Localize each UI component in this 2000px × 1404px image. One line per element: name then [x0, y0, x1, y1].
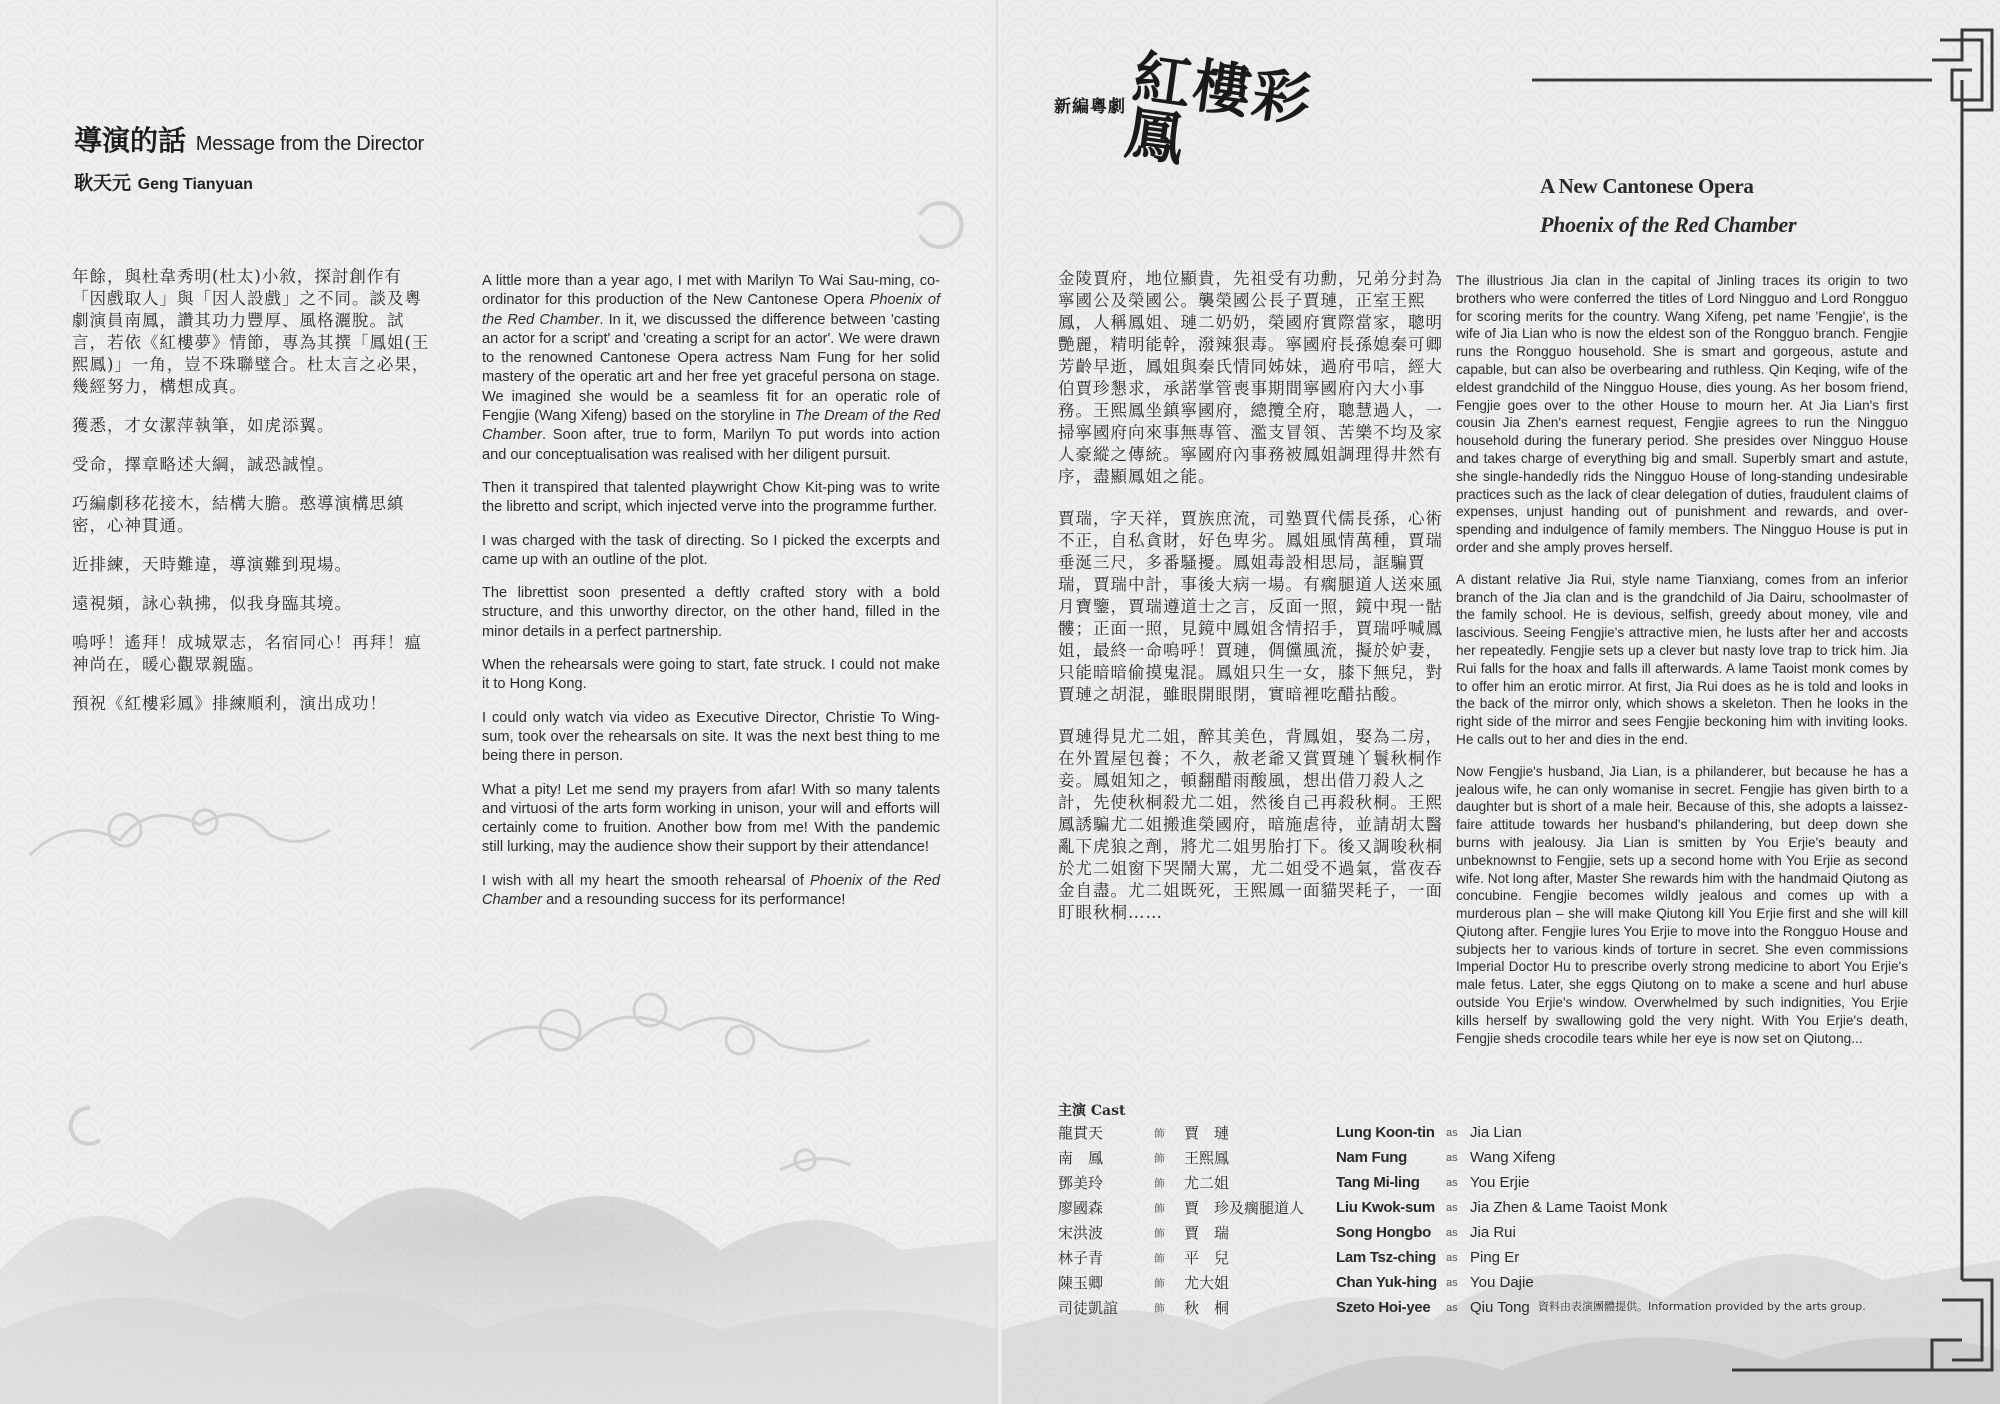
zh-paragraph: 金陵賈府，地位顯貴，先祖受有功勳，兄弟分封為寧國公及榮國公。襲榮國公長子賈璉，正室王熙鳳，人稱鳳姐、璉二奶奶，榮國府實際當家，聰明艷麗，精明能幹，潑辣狠毒。寧國府長孫媳秦可卿芳齡早逝，鳳姐與秦氏情同姊妹，過府弔唁，經大伯賈珍懇求，承諾掌管喪事期間寧國府內大小事務。王熙鳳坐鎮寧國府，總攬全府，聰慧過人，一掃寧國府向來事無專管、濫支冒領、苦樂不均及家人豪縱之傳統。寧國府內事務被鳳姐調理得井然有序，盡顯鳳姐之能。 — [1058, 269, 1443, 486]
cast-name-zh: 龍貫天 — [1058, 1124, 1104, 1142]
director-message-zh — [72, 266, 434, 732]
cast-as-zh: 飾 — [1154, 1302, 1165, 1315]
cast-as-zh: 飾 — [1154, 1277, 1165, 1290]
cast-role-en: You Dajie — [1470, 1274, 1534, 1291]
cast-table — [1058, 1120, 1667, 1320]
cast-name-zh: 司徒凱誼 — [1058, 1299, 1119, 1317]
cast-role-zh: 尤二姐 — [1184, 1174, 1230, 1192]
cast-name-zh: 林子青 — [1058, 1249, 1104, 1267]
cast-heading: 主演 Cast — [1058, 1103, 1126, 1119]
cast-role-en: You Erjie — [1470, 1174, 1530, 1191]
cast-role-en: Jia Zhen & Lame Taoist Monk — [1470, 1199, 1668, 1216]
credit-note: 資料由表演團體提供。Information provided by the arts group. — [1538, 1300, 1866, 1313]
cast-row — [1058, 1145, 1667, 1170]
zh-paragraph: 嗚呼！遙拜！成城眾志，名宿同心！再拜！瘟神尚在，暖心觀眾親臨。 — [72, 633, 422, 674]
zh-paragraph: 近排練，天時難違，導演難到現場。 — [72, 555, 352, 574]
cast-as-en: as — [1446, 1226, 1458, 1239]
en-paragraph: The illustrious Jia clan in the capital of Jinling traces its origin to two brothers who were conferred the titles of Lord Ningguo and Lord Rongguo for scoring merits for the country. Wang Xifeng, pet name 'Fengjie', is the wife of Jia Lian who is now the eldest son of the Rongguo branch. Fengjie runs the Rongguo household. She is smart and gorgeous, astute and capable, but can also be overbearing and ruthless. Qin Keqing, wife of the eldest grandchild of the Ningguo House, dies young. As her bosom friend, Fengjie goes over to the other House to mourn her. At Jia Lian's first cousin Jia Zhen's earnest request, Fengjie agrees to run the Ningguo household during the funerary period. She presides over Ningguo House and takes charge of everything big and small. Superbly smart and astute, she single-handedly rids the Ningguo House of long-standing undesirable practices such as the lack of clear delegation of duties, fraudulent claims of expenses, unjust handing out of punishment and rewards, and over-spending and indulgence of family members. The Ningguo House is put in order and she amply proves herself. — [1456, 273, 1908, 555]
cast-row — [1058, 1195, 1667, 1220]
zh-paragraph: 受命，擇章略述大綱，誠恐誠惶。 — [72, 455, 335, 474]
director-message-page — [0, 0, 998, 1404]
zh-paragraph: 巧編劇移花接木，結構大膽。憨導演構思縝密，心神貫通。 — [72, 494, 405, 535]
cast-as-en: as — [1446, 1251, 1458, 1264]
en-paragraph: The librettist soon presented a deftly crafted story with a bold structure, and this unworthy director, on the other hand, filled in the minor details in a perfect partnership. — [482, 585, 940, 640]
cast-name-en: Lung Koon-tin — [1336, 1124, 1435, 1141]
zh-paragraph: 預祝《紅樓彩鳳》排練順利，演出成功！ — [72, 694, 387, 713]
cast-as-zh: 飾 — [1154, 1177, 1165, 1190]
cast-role-en: Ping Er — [1470, 1249, 1520, 1266]
author-line — [74, 168, 253, 195]
title-zh: 導演的話 — [74, 124, 187, 157]
opera-title-calligraphy: 紅樓彩鳳 — [1121, 42, 1317, 175]
synopsis-zh — [1058, 268, 1450, 941]
cast-as-zh: 飾 — [1154, 1127, 1165, 1140]
cast-role-zh: 賈 璉 — [1184, 1124, 1230, 1142]
author-en: Geng Tianyuan — [137, 176, 253, 193]
en-paragraph: I could only watch via video as Executive Director, Christie To Wing-sum, took over the rehearsals on site. It was the next best thing to me being there in person. — [482, 709, 940, 765]
cast-role-en: Qiu Tong — [1470, 1299, 1530, 1316]
cast-as-zh: 飾 — [1154, 1252, 1165, 1265]
cast-name-zh: 陳玉卿 — [1058, 1274, 1104, 1292]
zh-paragraph: 遠視頻，詠心執拂，似我身臨其境。 — [72, 594, 352, 613]
synopsis-en — [1456, 272, 1908, 1061]
cast-name-en: Chan Yuk-hing — [1336, 1274, 1437, 1291]
cast-role-zh: 賈 珍及瘸腿道人 — [1184, 1199, 1305, 1217]
en-paragraph: Then it transpired that talented playwright Chow Kit-ping was to write the libretto and script, which injected verve into the programme further. — [482, 479, 940, 516]
cast-row — [1058, 1220, 1667, 1245]
en-paragraph: A distant relative Jia Rui, style name Tianxiang, comes from an inferior branch of the Jia clan and is the grandchild of Jia Dairu, schoolmaster of the family school. He is devious, selfish, greedy about money, vile and lascivious. Seeing Fengjie's attractive mien, he lusts after her and accosts her repeatedly. Fengjie sets up a clever but nasty love trap to trick him. Jia Rui falls for the hoax and falls ill afterwards. A lame Taoist monk comes by to offer him an erotic mirror. At first, Jia Rui does as he is told and looks in the back of the mirror only, which shows a skeleton. Then he looks in the right side of the mirror and sees Fengjie beckoning him with inviting looks. He calls out to her and dies in the end. — [1456, 571, 1908, 747]
cast-name-zh: 南 鳳 — [1058, 1149, 1104, 1167]
zh-paragraph: 賈瑞，字天祥，賈族庶流，司塾賈代儒長孫，心術不正，自私貪財，好色卑劣。鳳姐風情萬種，賈瑞垂涎三尺，多番騷擾。鳳姐毒設相思局，誆騙賈瑞，賈瑞中計，事後大病一場。有瘸腿道人送來風月寶鑒，賈瑞遵道士之言，反面一照，鏡中現一骷髏；正面一照，見鏡中鳳姐含情招手，賈瑞呼喊鳳姐，最終一命嗚呼！賈璉，倜儻風流，擬於妒妻，只能暗暗偷摸鬼混。鳳姐只生一女，膝下無兒，對賈璉之胡混，雖眼開眼閉，實暗裡吃醋拈酸。 — [1058, 509, 1443, 704]
en-paragraph: I was charged with the task of directing. So I picked the excerpts and came up with an outline of the plot. — [482, 532, 940, 568]
cast-role-zh: 王熙鳳 — [1184, 1149, 1230, 1167]
cast-name-en: Tang Mi-ling — [1336, 1174, 1420, 1191]
cast-as-en: as — [1446, 1301, 1458, 1314]
synopsis-page — [1002, 0, 2000, 1404]
cast-as-en: as — [1446, 1176, 1458, 1189]
cast-as-zh: 飾 — [1154, 1202, 1165, 1215]
opera-title-en-line1: A New Cantonese Opera — [1540, 174, 1754, 198]
cast-as-zh: 飾 — [1154, 1152, 1165, 1165]
cast-role-en: Jia Lian — [1470, 1124, 1522, 1141]
cast-name-en: Liu Kwok-sum — [1336, 1199, 1435, 1216]
cast-role-zh: 秋 桐 — [1184, 1299, 1230, 1317]
director-message-en — [482, 272, 940, 924]
en-paragraph: When the rehearsals were going to start, fate struck. I could not make it to Hong Kong. — [482, 657, 940, 693]
cast-name-en: Szeto Hoi-yee — [1336, 1299, 1431, 1316]
cast-role-zh: 賈 瑞 — [1184, 1224, 1230, 1242]
cast-name-zh: 廖國森 — [1058, 1199, 1104, 1217]
opera-genre-label-zh: 新編粵劇 — [1054, 97, 1126, 117]
zh-paragraph: 獲悉，才女潔萍執筆，如虎添翼。 — [72, 416, 335, 435]
cast-role-zh: 尤大姐 — [1184, 1274, 1230, 1292]
author-zh: 耿天元 — [74, 172, 132, 194]
zh-paragraph: 年餘，與杜韋秀明(杜太)小敘，探討創作有「因戲取人」與「因人設戲」之不同。談及粵劇演員南鳳，讚其功力豐厚、風格灑脫。試言，若依《紅樓夢》情節，專為其撰「鳳姐(王熙鳳)」一角，豈不珠聯璧合。杜太言之必果，幾經努力，構想成真。 — [72, 267, 430, 396]
cast-as-en: as — [1446, 1276, 1458, 1289]
page-title — [74, 119, 424, 159]
cast-as-zh: 飾 — [1154, 1227, 1165, 1240]
en-paragraph: Now Fengjie's husband, Jia Lian, is a philanderer, but because he has a jealous wife, he can only womanise in secret. Fengjie has given birth to a daughter but is short of a male heir. Because of this, she adopts a laissez-faire attitude towards her husband's philandering, but deep down she burns with jealousy. Jia Lian is smitten by You Erjie's beauty and unbeknownst to Fengjie, sets up a second home with You Erjie as second wife. Not long after, Master She rewards him with the handmaid Qiutong as concubine. Fengjie becomes wildly jealous and comes up with a murderous plan – she will make Qiutong kill You Erjie first and she will kill Qiutong after. Fengjie lures You Erjie to move into the Rongguo House and subjects her to various kinds of torture in secret. She even commissions Imperial Doctor Hu to prescribe overly strong medicine to abort You Erjie's male fetus. Later, she eggs Qiutong on to make a scene and hurl abuse outside You Erjie's window. Overwhelmed by such indignities, You Erjie kills herself by swallowing gold the very night. With You Erjie's death, Fengjie sheds crocodile tears while her eye is now set on Qiutong... — [1456, 763, 1908, 1046]
title-en: Message from the Director — [195, 133, 424, 155]
cast-name-en: Nam Fung — [1336, 1149, 1407, 1166]
cast-as-en: as — [1446, 1151, 1458, 1164]
cast-role-en: Jia Rui — [1470, 1224, 1516, 1241]
zh-paragraph: 賈璉得見尤二姐，醉其美色，背鳳姐，娶為二房，在外置屋包養；不久，赦老爺又賞賈璉丫鬟秋桐作妾。鳳姐知之，頓翻醋雨酸風，想出借刀殺人之計，先使秋桐殺尤二姐，然後自己再殺秋桐。王熙鳳誘騙尤二姐搬進榮國府，暗施虐待，並請胡太醫亂下虎狼之劑，將尤二姐男胎打下。後又調唆秋桐於尤二姐窗下哭鬧大罵，尤二姐受不過氣，當夜吞金自盡。尤二姐既死，王熙鳳一面貓哭耗子，一面盯眼秋桐…… — [1058, 727, 1443, 922]
cast-name-zh: 鄧美玲 — [1058, 1174, 1104, 1192]
opera-title-en-line2: Phoenix of the Red Chamber — [1540, 212, 1797, 237]
en-paragraph: What a pity! Let me send my prayers from afar! With so many talents and virtuosi of the arts form working in unison, your will and efforts will certainly come to fruition. Another bow from me! With the pandemic still lurking, may the audience show their support by their attendance! — [482, 781, 940, 856]
cast-role-zh: 平 兒 — [1184, 1249, 1230, 1267]
cast-row — [1058, 1120, 1667, 1145]
cast-name-en: Lam Tsz-ching — [1336, 1249, 1436, 1266]
en-paragraph: I wish with all my heart the smooth rehearsal of Phoenix of the Red Chamber and a resounding success for its performance! — [482, 872, 940, 909]
cast-name-zh: 宋洪波 — [1058, 1224, 1104, 1242]
en-paragraph: A little more than a year ago, I met with Marilyn To Wai Sau-ming, co-ordinator for this production of the New Cantonese Opera Phoenix of the Red Chamber. In it, we discussed the difference between 'casting an actor for a script' and 'creating a script for an actor'. We were drawn to the renowned Cantonese Opera actress Nam Fung for her solid mastery of the operatic art and her free yet graceful persona on stage. We imagined she would be a seamless fit for an operatic role of Fengjie (Wang Xifeng) based on the storyline in The Dream of the Red Chamber. Soon after, true to form, Marilyn To put words into action and our conceptualisation was realised with her diligent pursuit. — [482, 273, 940, 463]
cast-role-en: Wang Xifeng — [1470, 1149, 1556, 1166]
cast-as-en: as — [1446, 1201, 1458, 1214]
cast-as-en: as — [1446, 1126, 1458, 1139]
cast-row — [1058, 1270, 1667, 1295]
cast-row — [1058, 1170, 1667, 1195]
cast-row — [1058, 1245, 1667, 1270]
cast-name-en: Song Hongbo — [1336, 1224, 1432, 1241]
